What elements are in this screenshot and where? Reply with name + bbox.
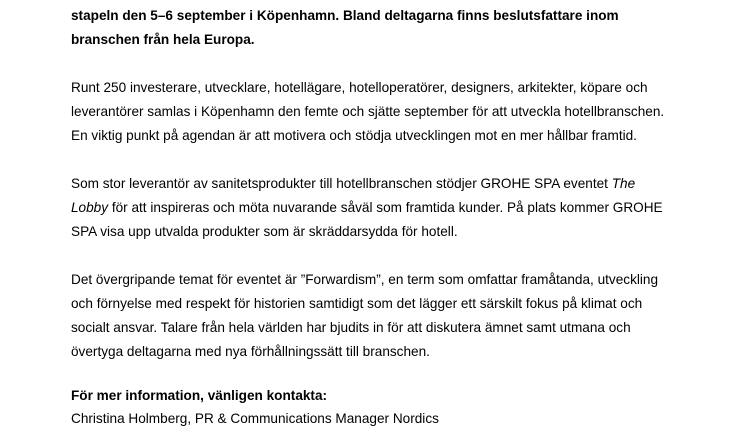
intro-line-1: stapeln den 5–6 september i Köpenhamn. Bland deltagarna finns beslutsfattare inom [71,8,619,23]
contact-name-line: Christina Holmberg, PR & Communications Manager Nordics [71,411,439,426]
paragraph-1-line-1: Runt 250 investerare, utvecklare, hotellägare, hotelloperatörer, designers, arkitekter, köpare och [71,80,648,95]
paragraph-2-line-1-text: Som stor leverantör av sanitetsprodukter till hotellbranschen stödjer GROHE SPA eventet [71,176,612,191]
paragraph-2-line-1 [71,176,635,192]
event-name-part-1: The [611,176,636,191]
paragraph-3-line-1: Det övergripande temat för eventet är ”Forwardism”, en term som omfattar framåtanda, utveckling [71,272,659,287]
paragraph-3-line-2: och förnyelse med respekt för historien samtidigt som det lägger ett särskilt fokus på klimat och [71,296,643,311]
paragraph-3-line-4: övertyga deltagarna med nya förhållningssätt till branschen. [71,344,430,359]
contact-heading: För mer information, vänligen kontakta: [71,388,328,403]
paragraph-2-line-3: SPA visa upp utvalda produkter som är skräddarsydda för hotell. [71,224,458,239]
intro-line-2: branschen från hela Europa. [71,32,255,47]
paragraph-2-line-2-text: för att inspireras och möta nuvarande såväl som framtida kunder. På plats kommer GROHE [108,200,663,215]
event-name-part-2: Lobby [71,200,109,215]
paragraph-2-line-2 [71,200,663,216]
paragraph-1-line-2: leverantörer samlas i Köpenhamn den femte och sjätte september för att utveckla hotellbranschen. [71,104,665,119]
paragraph-1-line-3: En viktig punkt på agendan är att motivera och stödja utvecklingen mot en mer hållbar framtid. [71,128,637,143]
paragraph-3-line-3: socialt ansvar. Talare från hela världen har bjudits in för att diskutera ämnet samt utmana och [71,320,631,335]
